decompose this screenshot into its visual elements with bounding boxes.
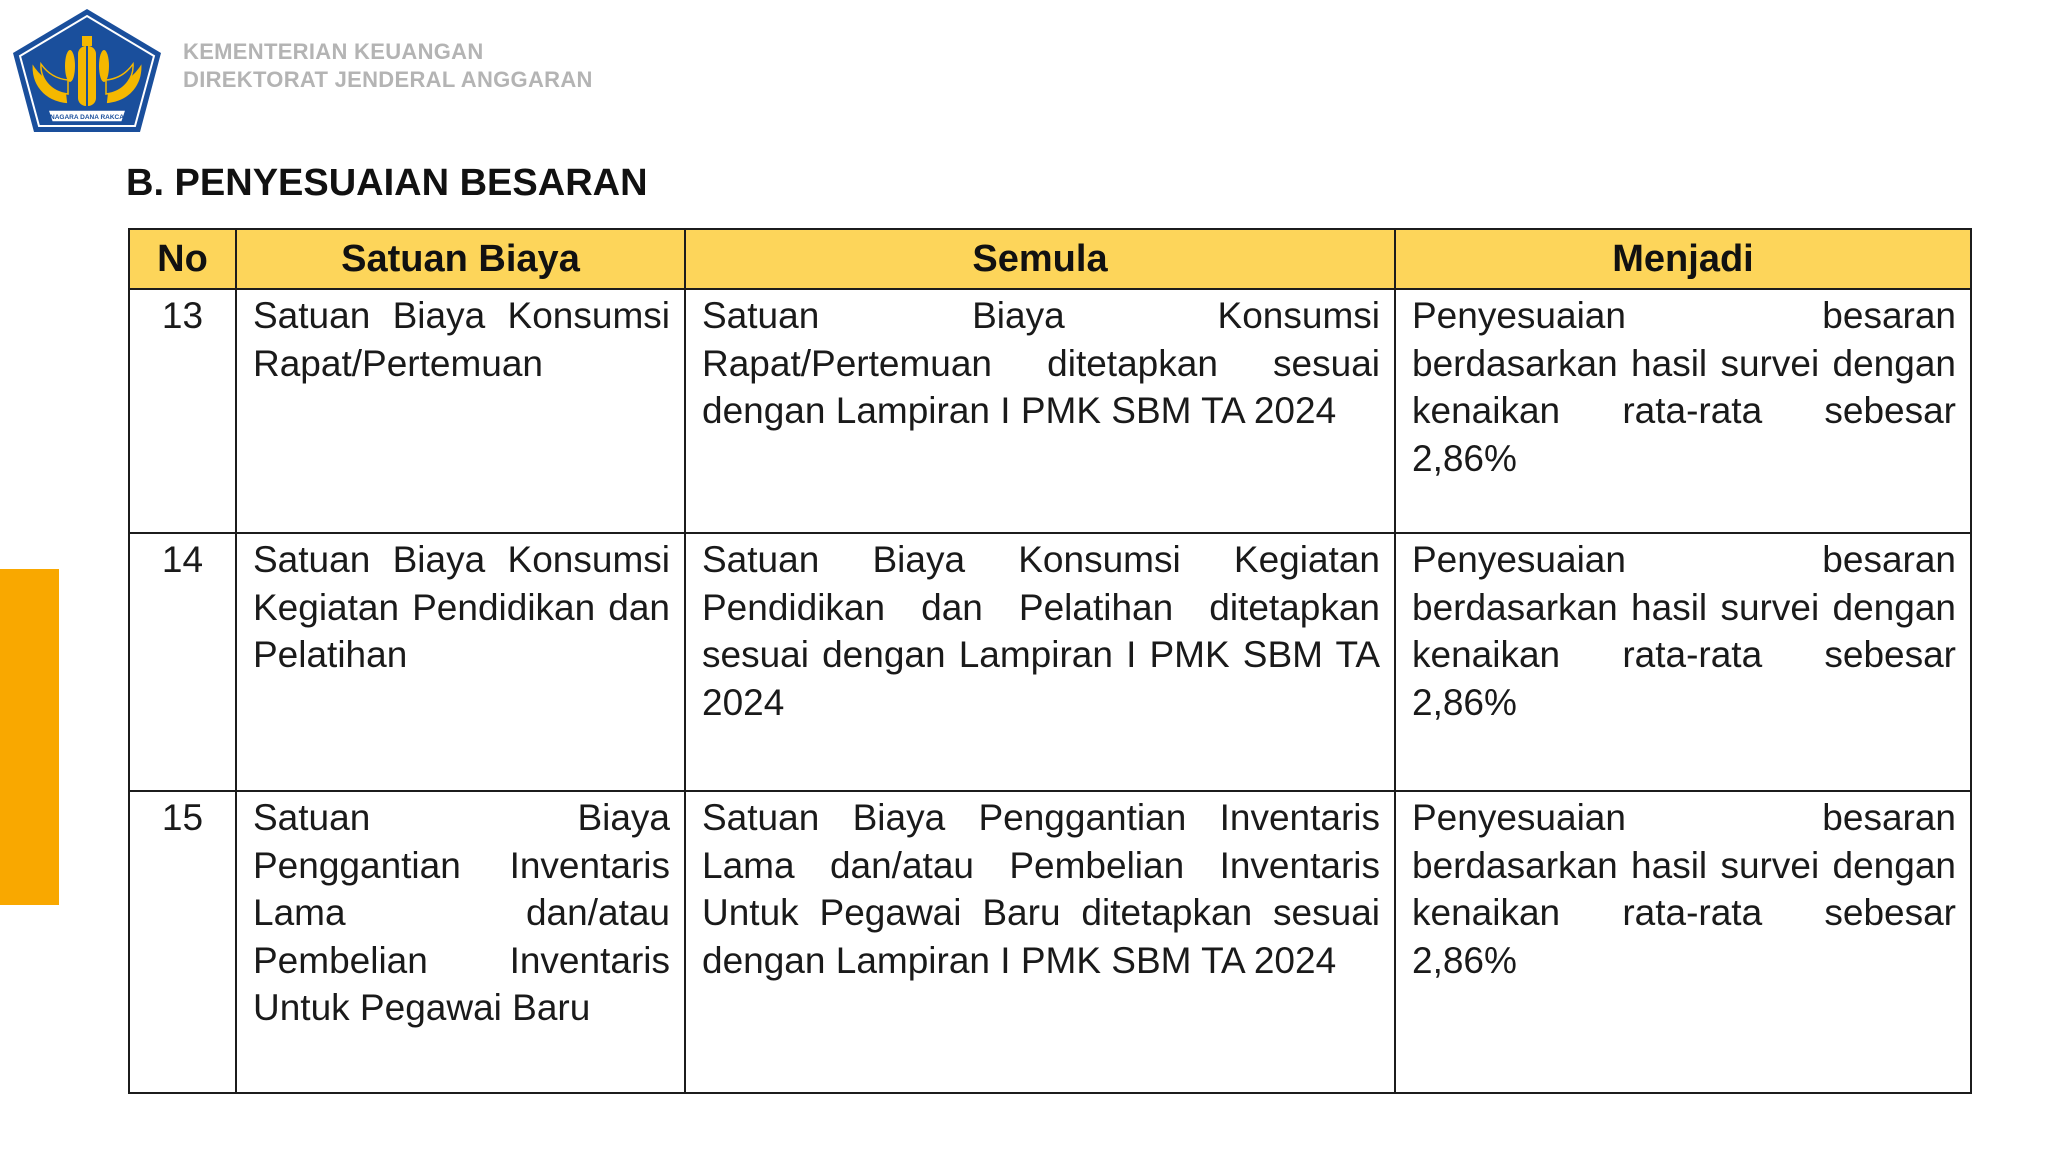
semula-cell: Satuan Biaya Konsumsi Kegiatan Pendidikan dan Pelatihan ditetapkan sesuai dengan Lampiran I PMK SBM TA 2024 [685, 533, 1395, 791]
table-row [129, 791, 1971, 1093]
satuan-biaya-cell: Satuan Biaya Penggantian Inventaris Lama dan/atau Pembelian Inventaris Untuk Pegawai Baru [236, 791, 685, 1093]
header-satuan-biaya: Satuan Biaya [236, 229, 685, 289]
semula-cell: Satuan Biaya Konsumsi Rapat/Pertemuan ditetapkan sesuai dengan Lampiran I PMK SBM TA 2024 [685, 289, 1395, 533]
org-line-1: KEMENTERIAN KEUANGAN [183, 39, 484, 64]
menjadi-cell: Penyesuaian besaran berdasarkan hasil survei dengan kenaikan rata-rata sebesar 2,86% [1395, 533, 1971, 791]
adjustment-table [128, 228, 1972, 1094]
header-semula: Semula [685, 229, 1395, 289]
header-menjadi: Menjadi [1395, 229, 1971, 289]
semula-cell: Satuan Biaya Penggantian Inventaris Lama dan/atau Pembelian Inventaris Untuk Pegawai Baru ditetapkan sesuai dengan Lampiran I PMK SBM TA 2024 [685, 791, 1395, 1093]
satuan-biaya-cell: Satuan Biaya Konsumsi Rapat/Pertemuan [236, 289, 685, 533]
table-row [129, 289, 1971, 533]
table-row [129, 533, 1971, 791]
header-no: No [129, 229, 236, 289]
menjadi-cell: Penyesuaian besaran berdasarkan hasil survei dengan kenaikan rata-rata sebesar 2,86% [1395, 791, 1971, 1093]
satuan-biaya-cell: Satuan Biaya Konsumsi Kegiatan Pendidikan dan Pelatihan [236, 533, 685, 791]
menjadi-cell: Penyesuaian besaran berdasarkan hasil survei dengan kenaikan rata-rata sebesar 2,86% [1395, 289, 1971, 533]
organization-name [183, 38, 593, 94]
row-number: 13 [129, 289, 236, 533]
org-line-2: DIREKTORAT JENDERAL ANGGARAN [183, 67, 593, 92]
table-header-row [129, 229, 1971, 289]
row-number: 15 [129, 791, 236, 1093]
logo-motto: NAGARA DANA RAKCA [50, 114, 124, 121]
row-number: 14 [129, 533, 236, 791]
kemenkeu-emblem-icon [8, 6, 166, 136]
section-title: B. PENYESUAIAN BESARAN [126, 162, 648, 204]
accent-bar [0, 569, 59, 905]
